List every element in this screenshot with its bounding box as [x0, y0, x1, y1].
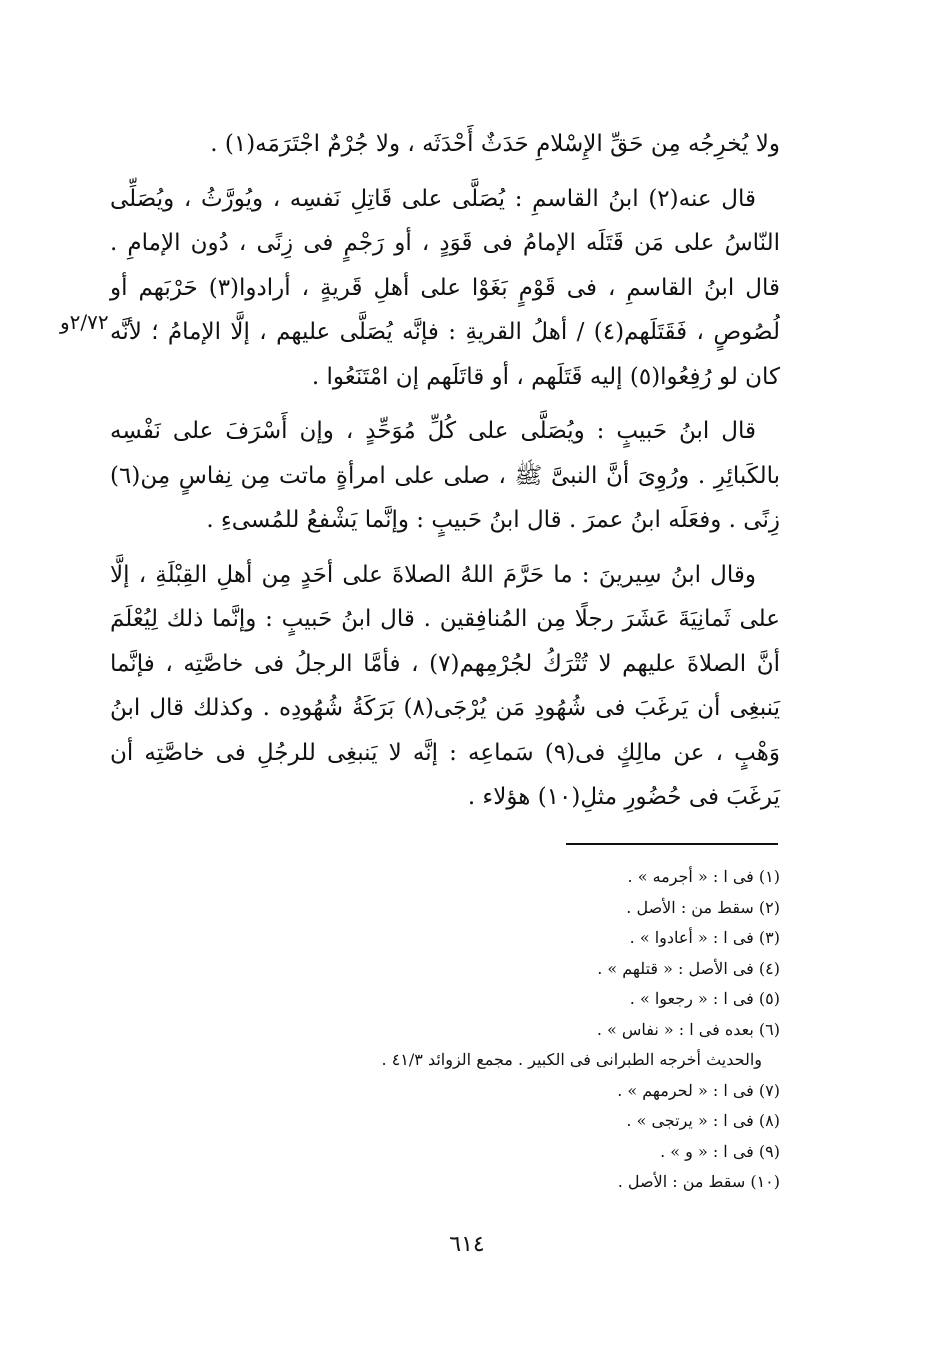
footnote: (٨) فى ا : « يرتجى » . [626, 1111, 780, 1130]
footnote: (٥) فى ا : « رجعوا » . [629, 989, 780, 1008]
main-text [110, 122, 780, 820]
paragraph: ولا يُخرِجُه مِن حَقِّ الإِسْلامِ حَدَثٌ أَحْدَثَه ، ولا جُرْمٌ اجْتَرَمَه(١) . [210, 131, 780, 157]
footnote: (١٠) سقط من : الأصل . [617, 1172, 780, 1191]
footnote: (١) فى ا : « أجرمه » . [627, 867, 780, 886]
page-number: ٦١٤ [449, 1232, 485, 1257]
footnote: (٢) سقط من : الأصل . [626, 897, 780, 917]
footnote: (٦) بعده فى ا : « نفاس » . [596, 1019, 780, 1039]
footnote-continuation: والحديث أخرجه الطبرانى فى الكبير . مجمع الزوائد ٤١/٣ . [381, 1050, 762, 1069]
footnote: (٧) فى ا : « لحرمهم » . [617, 1080, 780, 1100]
margin-folio-reference: ٢/٧٢و [60, 310, 109, 334]
paragraph: وقال ابنُ سِيرينَ : ما حَرَّمَ اللهُ الصلاةَ على أحَدٍ مِن أهلِ القِبْلَةِ ، إلَّا على ثَمانِيَةَ عَشَرَ رجلًا مِن المُنافِقين . قال ابنُ حَبيبٍ : وإنَّما ذلك لِيُعْلَمَ أنَّ الصلاةَ عليهم لا تُتْرَكُ لجُرْمِهم(٧) ، فأمَّا الرجلُ فى خاصَّتِه ، فإنَّما يَنبغِى أن يَرغَبَ فى شُهُودِ مَن يُرْجَى(٨) بَرَكَةُ شُهُودِه . وكذلك قال ابنُ وَهْبٍ ، عن مالِكٍ فى(٩) سَماعِه : إنَّه لا يَنبغِى للرجُلِ فى خاصَّتِه أن يَرغَبَ فى حُضُورِ مثلِ(١٠) هؤلاء . [110, 561, 780, 810]
footnote: (٩) فى ا : « و » . [660, 1141, 780, 1161]
footnotes [300, 862, 780, 1198]
footnote: (٤) فى الأصل : « قتلهم » . [597, 958, 780, 978]
paragraph: قال عنه(٢) ابنُ القاسمِ : يُصَلَّى على قَاتِلِ نَفسِه ، ويُورَّثُ ، ويُصَلِّى النّاسُ على مَن قَتَلَه الإمامُ فى قَوَدٍ ، أو رَجْمٍ فى زِنًى ، دُون الإمامِ . قال ابنُ القاسمِ ، فى قَوْمٍ بَغَوْا على أهلِ قَريةٍ ، أرادوا(٣) حَرْبَهم أو لُصُوصٍ ، فَقَتَلَهم(٤) / أهلُ القريةِ : فإنَّه يُصَلَّى عليهم ، إلَّا الإمامُ ؛ لأنَّه كان لو رُفِعُوا(٥) إليه قَتَلَهم ، أو قاتَلَهم إن امْتَنَعُوا . [110, 185, 780, 390]
footnote-separator [566, 843, 778, 845]
footnote: (٣) فى ا : « أعادوا » . [629, 928, 780, 947]
paragraph: قال ابنُ حَبيبٍ : ويُصَلَّى على كُلِّ مُوَحِّدٍ ، وإن أَسْرَفَ على نَفْسِه بالكَبائِرِ . ورُوِىَ أنَّ النبىَّ ﷺ ، صلى على امرأةٍ ماتت مِن نِفاسٍ مِن(٦) زِنًى . وفعَلَه ابنُ عمرَ . قال ابنُ حَبيبٍ : وإنَّما يَشْفعُ للمُسىءِ . [110, 418, 780, 533]
